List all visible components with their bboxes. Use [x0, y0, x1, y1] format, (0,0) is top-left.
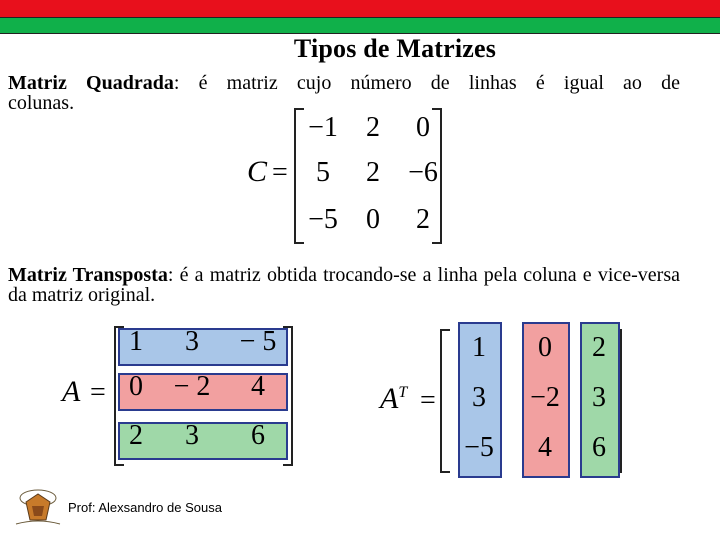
transpose-matrix-definition [8, 265, 680, 305]
header-band-green [0, 18, 720, 34]
square-matrix-text-line1: : é matriz cujo número de linhas é igual ao de [173, 72, 680, 94]
transpose-matrix-term: Matriz Transposta [8, 264, 168, 286]
matrix-a-label: A [62, 375, 81, 408]
matrix-at-superscript: T [398, 384, 408, 401]
matrix-c-cell-1-2: −6 [408, 157, 438, 188]
matrix-c-cell-2-0: −5 [308, 204, 338, 235]
matrix-a-equals: = [90, 377, 106, 408]
square-matrix-term: Matriz Quadrada [8, 72, 174, 94]
matrix-c-cell-1-1: 2 [366, 157, 380, 188]
matrix-a-cell-2-1: 3 [185, 420, 199, 451]
matrix-c-cell-0-1: 2 [366, 112, 380, 143]
author-credit: Prof: Alexsandro de Sousa [68, 500, 222, 515]
matrix-a-cell-1-1: − 2 [173, 371, 211, 402]
matrix-at-cell-2-2: 6 [592, 432, 606, 463]
matrix-a-cell-1-2: 4 [251, 371, 265, 402]
page-title: Tipos de Matrizes [293, 34, 497, 63]
square-matrix-definition [8, 73, 680, 113]
matrix-a-cell-2-2: 6 [251, 420, 265, 451]
matrix-at-equals: = [420, 385, 436, 416]
matrix-c-label: C [247, 155, 268, 188]
matrix-at-label [380, 382, 407, 416]
matrix-at-left-bracket [440, 329, 450, 473]
matrix-a-cell-0-2: − 5 [239, 326, 277, 357]
matrix-c-cell-2-1: 0 [366, 204, 380, 235]
matrix-at-cell-2-0: −5 [464, 432, 494, 463]
matrix-a-cell-2-0: 2 [129, 420, 143, 451]
matrix-c-equals: = [272, 157, 288, 188]
matrix-at-cell-1-0: 3 [472, 382, 486, 413]
matrix-at-cell-0-2: 2 [592, 332, 606, 363]
transpose-matrix-text: : é a matriz obtida trocando-se a linha pela coluna e vice-versa da matriz original. [8, 264, 680, 306]
matrix-c-cell-0-0: −1 [308, 112, 338, 143]
matrix-at-cell-1-2: 3 [592, 382, 606, 413]
header-band-red [0, 0, 720, 18]
square-matrix-text-line2: colunas. [8, 92, 75, 114]
matrix-c-cell-0-2: 0 [416, 112, 430, 143]
matrix-c-cell-2-2: 2 [416, 204, 430, 235]
matrix-at-cell-2-1: 4 [538, 432, 552, 463]
matrix-a-cell-1-0: 0 [129, 371, 143, 402]
matrix-a-cell-0-0: 1 [129, 326, 143, 357]
matrix-a-cell-0-1: 3 [185, 326, 199, 357]
matrix-c-cell-1-0: 5 [316, 157, 330, 188]
school-logo-icon [12, 484, 64, 528]
matrix-at-cell-0-1: 0 [538, 332, 552, 363]
matrix-at-cell-1-1: −2 [530, 382, 560, 413]
matrix-at-label-letter: A [380, 382, 399, 415]
matrix-at-cell-0-0: 1 [472, 332, 486, 363]
